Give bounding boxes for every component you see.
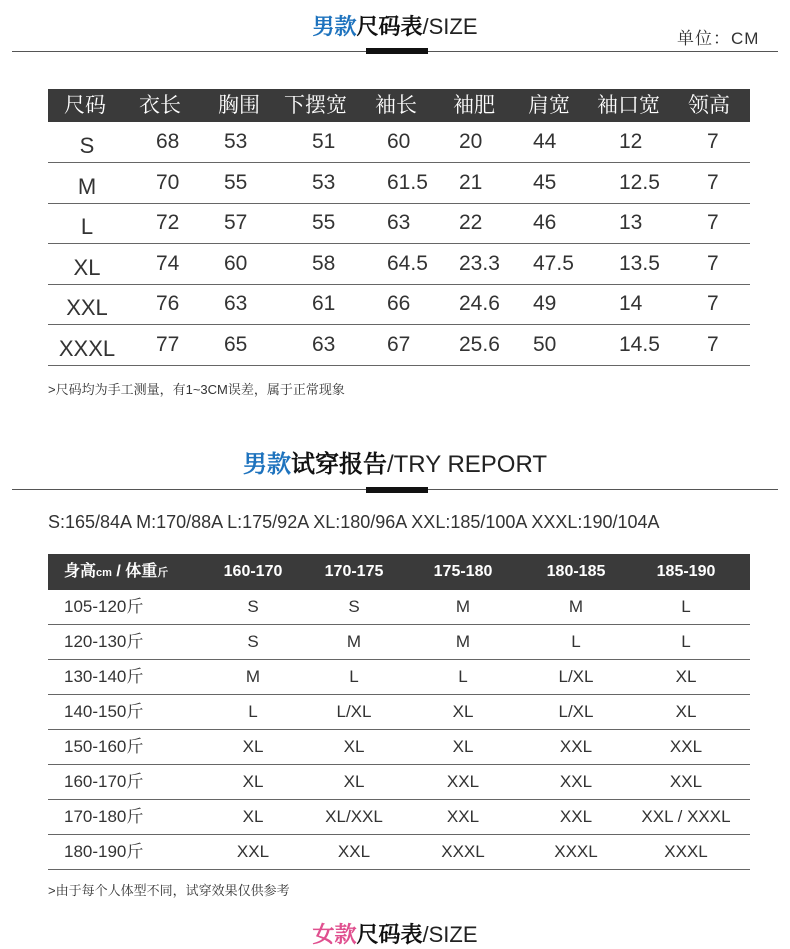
- measurement-cell: 45: [533, 170, 557, 194]
- measurement-cell: 70: [156, 170, 180, 194]
- recommended-size-cell: XL/XXL: [325, 807, 383, 826]
- recommended-size-cell: L: [458, 667, 468, 686]
- measurement-cell: 64.5: [387, 251, 428, 275]
- measurement-cell: 25.6: [459, 332, 500, 356]
- size-reference: S:165/84A M:170/88A L:175/92A XL:180/96A XXL:185/100A XXXL:190/104A: [48, 512, 660, 532]
- size-label-cell: XXXL: [58, 335, 116, 361]
- recommended-size-cell: XL: [452, 702, 474, 721]
- measurement-cell: 12: [619, 130, 643, 153]
- divider-tab: [366, 48, 428, 54]
- recommended-size-cell: XL: [452, 737, 474, 756]
- measurement-cell: 53: [312, 170, 336, 194]
- table-row: [48, 122, 750, 163]
- table-row: [48, 590, 750, 625]
- measurement-cell: 12.5: [619, 170, 660, 194]
- size-label-cell: M: [77, 173, 97, 199]
- measurement-cell: 65: [224, 332, 248, 356]
- recommended-size-cell: XXL: [337, 842, 371, 861]
- size-label-cell: XXL: [66, 295, 108, 320]
- measurement-cell: 7: [707, 211, 719, 234]
- measurement-cell: 22: [459, 211, 483, 234]
- try-table-header: [48, 554, 750, 590]
- table-row: [48, 800, 750, 835]
- recommended-size-cell: XXL: [446, 807, 480, 826]
- measurement-cell: 14.5: [619, 332, 660, 356]
- men-try-title: 男款试穿报告/TRY REPORT: [242, 451, 548, 478]
- recommended-size-cell: XXL: [559, 737, 593, 756]
- measurement-cell: 47.5: [533, 251, 574, 275]
- table-row: [48, 765, 750, 800]
- measurement-cell: 67: [387, 332, 411, 356]
- size-header-cell: 胸围: [218, 94, 260, 117]
- try-note: >由于每个人体型不同，试穿效果仅供参考: [48, 883, 290, 898]
- measurement-cell: 44: [533, 130, 557, 153]
- measurement-cell: 13: [619, 211, 643, 234]
- size-header-cell: 下摆宽: [284, 94, 347, 117]
- height-range-header: 160-170: [223, 563, 283, 580]
- table-row: [48, 163, 750, 204]
- measurement-cell: 58: [312, 251, 336, 275]
- weight-range-cell: 120-130斤: [64, 632, 144, 651]
- recommended-size-cell: M: [568, 597, 584, 616]
- recommended-size-cell: L: [571, 632, 581, 651]
- table-row: [48, 244, 750, 285]
- unit-label: 单位：CM: [677, 29, 760, 48]
- measurement-cell: 77: [156, 332, 180, 356]
- measurement-cell: 72: [156, 211, 180, 234]
- weight-range-cell: 140-150斤: [64, 702, 144, 721]
- table-row: [48, 695, 750, 730]
- table-row: [48, 660, 750, 695]
- recommended-size-cell: M: [245, 667, 261, 686]
- measurement-cell: 50: [533, 332, 557, 356]
- measurement-cell: 63: [387, 211, 411, 234]
- measurement-cell: 23.3: [459, 251, 500, 275]
- recommended-size-cell: XL: [242, 807, 264, 826]
- recommended-size-cell: M: [346, 632, 362, 651]
- size-header-cell: 肩宽: [528, 94, 570, 117]
- weight-range-cell: 170-180斤: [64, 807, 144, 826]
- men-size-title: 男款尺码表/SIZE: [312, 14, 478, 39]
- table-row: [48, 203, 750, 244]
- height-range-header: 185-190: [656, 563, 716, 580]
- measurement-cell: 7: [707, 130, 719, 153]
- recommended-size-cell: L/XL: [558, 702, 594, 721]
- recommended-size-cell: XXL / XXXL: [641, 807, 731, 826]
- measurement-cell: 21: [459, 170, 483, 194]
- measurement-cell: 61: [312, 292, 336, 315]
- size-header-cell: 袖口宽: [597, 94, 660, 117]
- measurement-cell: 55: [312, 211, 336, 234]
- size-label-cell: S: [79, 133, 95, 158]
- measurement-cell: 61.5: [387, 170, 428, 194]
- recommended-size-cell: XXXL: [441, 842, 485, 861]
- measurement-cell: 13.5: [619, 251, 660, 275]
- measurement-cell: 66: [387, 292, 411, 315]
- measurement-cell: 46: [533, 211, 557, 234]
- recommended-size-cell: L/XL: [336, 702, 372, 721]
- weight-range-cell: 130-140斤: [64, 667, 144, 686]
- recommended-size-cell: L/XL: [558, 667, 594, 686]
- measurement-cell: 7: [707, 251, 719, 275]
- measurement-cell: 20: [459, 130, 483, 153]
- measurement-cell: 24.6: [459, 292, 500, 315]
- measurement-cell: 60: [224, 251, 248, 275]
- header-height-weight: 身高cm / 体重斤: [64, 563, 169, 580]
- recommended-size-cell: M: [455, 632, 471, 651]
- size-label-cell: XL: [73, 254, 101, 280]
- recommended-size-cell: XL: [343, 772, 365, 791]
- size-header-cell: 袖肥: [453, 94, 495, 117]
- measurement-cell: 63: [312, 332, 336, 356]
- weight-range-cell: 180-190斤: [64, 842, 144, 861]
- size-note: >尺码均为手工测量，有1~3CM误差，属于正常现象: [48, 382, 345, 397]
- height-range-header: 170-175: [324, 563, 384, 580]
- measurement-cell: 60: [387, 130, 411, 153]
- height-range-header: 175-180: [433, 563, 493, 580]
- measurement-cell: 55: [224, 170, 248, 194]
- recommended-size-cell: XL: [242, 772, 264, 791]
- recommended-size-cell: XXXL: [554, 842, 598, 861]
- recommended-size-cell: XXL: [446, 772, 480, 791]
- recommended-size-cell: XXL: [559, 772, 593, 791]
- size-label-cell: L: [80, 214, 94, 239]
- women-size-title: 女款尺码表/SIZE: [312, 922, 478, 947]
- recommended-size-cell: L: [681, 597, 691, 616]
- measurement-cell: 63: [224, 292, 248, 315]
- table-row: [48, 325, 750, 366]
- recommended-size-cell: L: [248, 702, 258, 721]
- size-header-cell: 袖长: [375, 94, 417, 117]
- weight-range-cell: 105-120斤: [64, 597, 144, 616]
- recommended-size-cell: S: [348, 597, 360, 616]
- recommended-size-cell: XL: [343, 737, 365, 756]
- table-row: [48, 284, 750, 325]
- weight-range-cell: 160-170斤: [64, 772, 144, 791]
- measurement-cell: 14: [619, 292, 643, 315]
- recommended-size-cell: S: [247, 632, 259, 651]
- size-header-cell: 衣长: [139, 94, 181, 117]
- table-row: [48, 625, 750, 660]
- recommended-size-cell: XXL: [669, 737, 703, 756]
- recommended-size-cell: XL: [675, 667, 697, 686]
- recommended-size-cell: XXL: [236, 842, 270, 861]
- height-range-header: 180-185: [546, 563, 606, 580]
- size-header-cell: 领高: [688, 94, 730, 117]
- measurement-cell: 53: [224, 130, 248, 153]
- measurement-cell: 7: [707, 170, 719, 194]
- divider-tab: [366, 487, 428, 493]
- measurement-cell: 49: [533, 292, 557, 315]
- table-row: [48, 730, 750, 765]
- measurement-cell: 76: [156, 292, 180, 315]
- measurement-cell: 7: [707, 332, 719, 356]
- measurement-cell: 51: [312, 130, 336, 153]
- weight-range-cell: 150-160斤: [64, 737, 144, 756]
- recommended-size-cell: XL: [675, 702, 697, 721]
- table-row: [48, 835, 750, 870]
- size-header-cell: 尺码: [64, 94, 106, 117]
- recommended-size-cell: XXL: [669, 772, 703, 791]
- measurement-cell: 7: [707, 292, 719, 315]
- recommended-size-cell: XXXL: [664, 842, 708, 861]
- recommended-size-cell: XL: [242, 737, 264, 756]
- recommended-size-cell: L: [681, 632, 691, 651]
- measurement-cell: 68: [156, 130, 180, 153]
- size-table-header: [48, 89, 750, 122]
- recommended-size-cell: L: [349, 667, 359, 686]
- recommended-size-cell: XXL: [559, 807, 593, 826]
- recommended-size-cell: S: [247, 597, 259, 616]
- measurement-cell: 74: [156, 251, 180, 275]
- measurement-cell: 57: [224, 211, 248, 234]
- recommended-size-cell: M: [455, 597, 471, 616]
